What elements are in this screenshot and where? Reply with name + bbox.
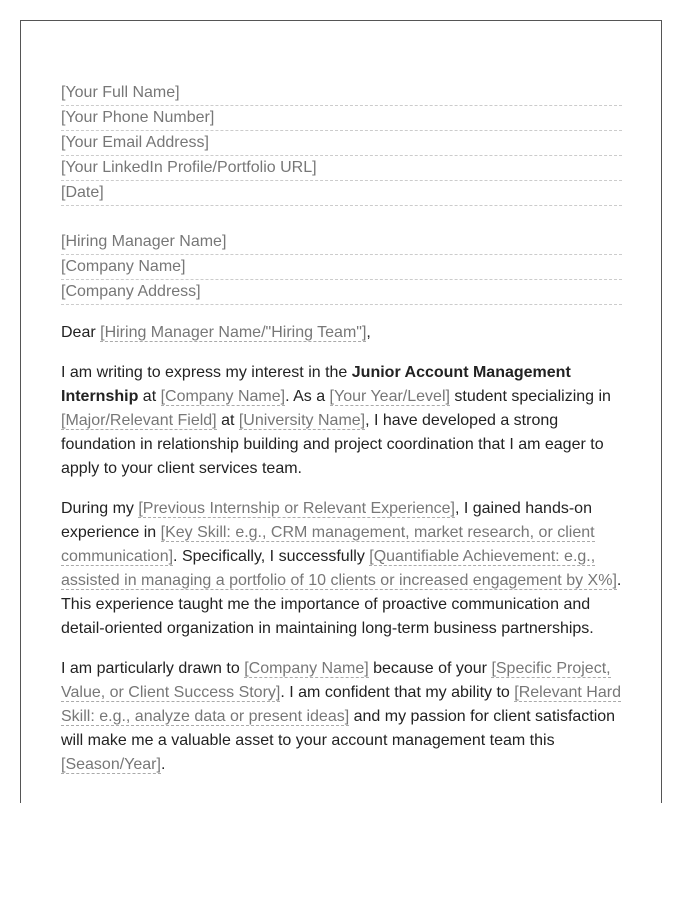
p3-text-4: and my passion for client satisfaction will make me a valuable asset to your account management team this [61,708,616,749]
p1-text-4: student specializing in [449,388,611,405]
date-field[interactable]: [Date] [61,181,622,206]
p1-text-2: at [138,388,161,405]
previous-experience-placeholder[interactable]: [Previous Internship or Relevant Experience] [138,500,455,517]
sender-name-field[interactable]: [Your Full Name] [61,81,622,106]
major-field-placeholder[interactable]: [Major/Relevant Field] [61,412,217,429]
sender-phone-field[interactable]: [Your Phone Number] [61,106,622,131]
p2-text-4: . This experience taught me the importance of proactive communication and detail-oriented organization in maintaining long-term business partnerships. [61,572,622,637]
p3-text-1: I am particularly drawn to [61,660,245,677]
p1-text-1: I am writing to express my interest in the [61,364,352,381]
company-name-placeholder-2[interactable]: [Company Name] [244,660,369,677]
p2-text-3: . Specifically, I successfully [173,548,370,565]
recipient-block [61,230,622,305]
paragraph-2 [61,497,622,641]
salutation-suffix: , [366,324,371,341]
achievement-placeholder[interactable]: [Quantifiable Achievement: e.g., assisted in managing a portfolio of 10 clients or increased engagement by X%] [61,548,617,589]
season-year-placeholder[interactable]: [Season/Year] [61,756,161,773]
company-name-placeholder[interactable]: [Company Name] [160,388,286,405]
salutation-prefix: Dear [61,324,101,341]
university-name-placeholder[interactable]: [University Name] [238,412,366,429]
paragraph-1 [61,361,622,481]
p3-text-3: . I am confident that my ability to [280,684,515,701]
specific-project-placeholder[interactable]: [Specific Project, Value, or Client Success Story] [61,660,611,701]
salutation-placeholder[interactable]: [Hiring Manager Name/"Hiring Team"] [100,324,367,341]
p3-text-5: . [160,756,166,773]
p3-text-2: because of your [368,660,492,677]
year-level-placeholder[interactable]: [Your Year/Level] [329,388,450,405]
sender-email-field[interactable]: [Your Email Address] [61,131,622,156]
hard-skill-placeholder[interactable]: [Relevant Hard Skill: e.g., analyze data or present ideas] [61,684,621,725]
internship-title: Junior Account Management Internship [61,364,571,405]
letter-page [20,20,662,803]
p1-text-5: at [216,412,239,429]
paragraph-3 [61,657,622,777]
sender-block [61,81,622,206]
p1-text-3: . As a [285,388,330,405]
p1-text-6: , I have developed a strong foundation in relationship building and project coordination that I am eager to apply to your client services team. [61,412,604,477]
letter-content [61,81,622,793]
recipient-company-field[interactable]: [Company Name] [61,255,622,280]
key-skill-placeholder[interactable]: [Key Skill: e.g., CRM management, market research, or client communication] [61,524,595,565]
recipient-address-field[interactable]: [Company Address] [61,280,622,305]
p2-text-1: During my [61,500,139,517]
recipient-name-field[interactable]: [Hiring Manager Name] [61,230,622,255]
p2-text-2: , I gained hands-on experience in [61,500,592,541]
salutation [61,321,622,345]
sender-linkedin-field[interactable]: [Your LinkedIn Profile/Portfolio URL] [61,156,622,181]
